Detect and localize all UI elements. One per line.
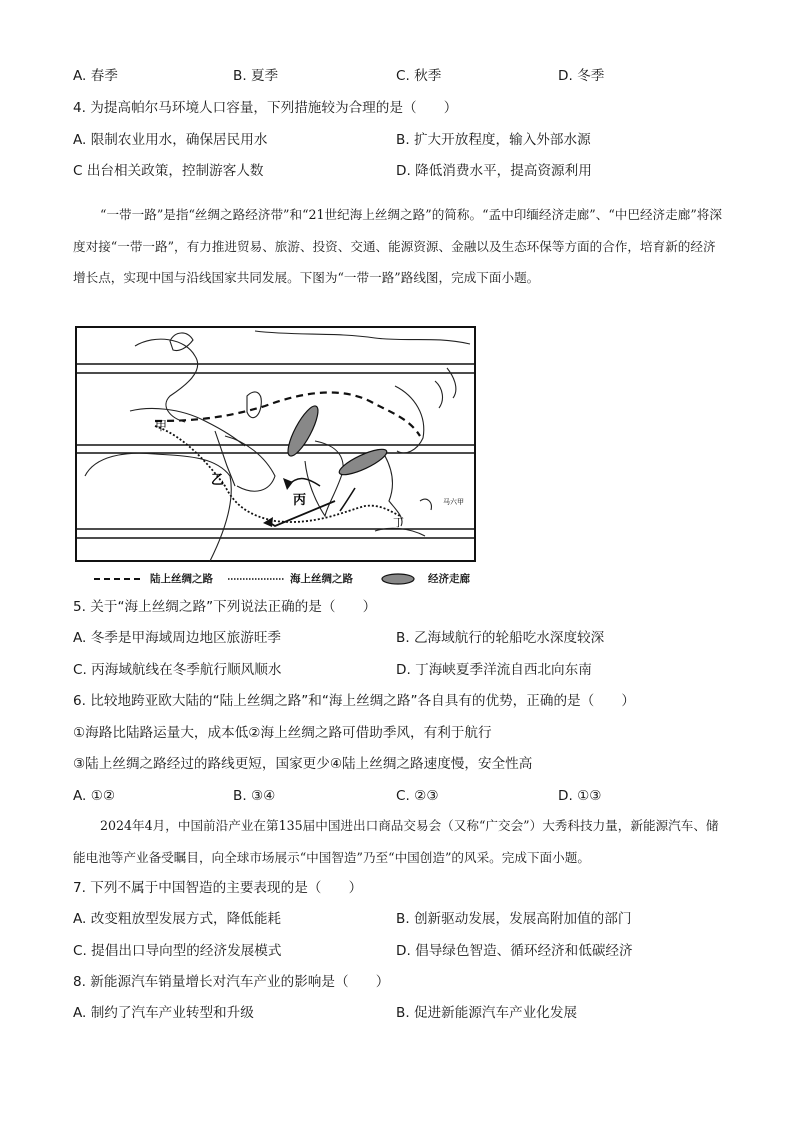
- q6-option-a: A. ①②: [73, 788, 116, 804]
- q7-stem: 7. 下列不属于中国智造的主要表现的是（ ）: [73, 880, 363, 896]
- q5-option-d: D. 丁海峡夏季洋流自西北向东南: [396, 662, 592, 678]
- q8-option-a: A. 制约了汽车产业转型和升级: [73, 1005, 254, 1021]
- q6-option-b: B. ③④: [233, 788, 276, 804]
- q8-stem: 8. 新能源汽车销量增长对汽车产业的影响是（ ）: [73, 974, 390, 990]
- q6-statement-line-2: ③陆上丝绸之路经过的路线更短，国家更少④陆上丝绸之路速度慢，安全性高: [73, 756, 533, 772]
- label-malacca: 马六甲: [443, 498, 464, 506]
- label-ding: 丁: [393, 516, 404, 529]
- belt-and-road-map: [75, 326, 476, 562]
- q6-option-c: C. ②③: [396, 788, 439, 804]
- q4-option-b: B. 扩大开放程度，输入外部水源: [396, 132, 591, 148]
- q5-option-c: C. 丙海域航线在冬季航行顺风顺水: [73, 662, 282, 678]
- label-yi: 乙: [211, 473, 225, 488]
- q5-option-b: B. 乙海域航行的轮船吃水深度较深: [396, 630, 605, 646]
- q5-stem: 5. 关于“海上丝绸之路”下列说法正确的是（ ）: [73, 599, 377, 615]
- q7-option-b: B. 创新驱动发展，发展高附加值的部门: [396, 911, 632, 927]
- q3-option-d: D. 冬季: [558, 68, 605, 84]
- legend-land-route: 陆上丝绸之路: [150, 573, 213, 585]
- q6-statement-line-1: ①海路比陆路运量大，成本低②海上丝绸之路可借助季风，有利于航行: [73, 725, 492, 741]
- q4-option-c: C 出台相关政策，控制游客人数: [73, 163, 264, 179]
- corridor-legend-swatch: [380, 570, 416, 588]
- legend-sea-route: 海上丝绸之路: [290, 573, 353, 585]
- label-jia: 甲: [155, 419, 168, 433]
- passage-canton-fair: [73, 810, 723, 873]
- q6-option-d: D. ①③: [558, 788, 602, 804]
- label-bing: 丙: [293, 493, 307, 508]
- sea-route-legend-swatch: [226, 570, 286, 588]
- q3-option-b: B. 夏季: [233, 68, 279, 84]
- passage-belt-and-road: [73, 199, 723, 294]
- q7-option-d: D. 倡导绿色智造、循环经济和低碳经济: [396, 943, 633, 959]
- legend-corridor: 经济走廊: [428, 573, 470, 585]
- q4-stem: 4. 为提高帕尔马环境人口容量，下列措施较为合理的是（ ）: [73, 100, 458, 116]
- q4-option-d: D. 降低消费水平，提高资源利用: [396, 163, 592, 179]
- q6-stem: 6. 比较地跨亚欧大陆的“陆上丝绸之路”和“海上丝绸之路”各自具有的优势，正确的是（ ）: [73, 693, 636, 709]
- q7-option-a: A. 改变粗放型发展方式，降低能耗: [73, 911, 282, 927]
- passage-belt-and-road-text: “一带一路”是指“丝绸之路经济带”和“21世纪海上丝绸之路”的简称。“孟中印缅经济走廊”、“中巴经济走廊”将深度对接“一带一路”，有力推进贸易、旅游、投资、交通、能源资源、金融以及生态环保等方面的合作，培育新的经济增长点，实现中国与沿线国家共同发展。下图为“一带一路”路线图，完成下面小题。: [73, 207, 722, 285]
- q7-option-c: C. 提倡出口导向型的经济发展模式: [73, 943, 282, 959]
- q4-option-a: A. 限制农业用水，确保居民用水: [73, 132, 268, 148]
- map-legend: [92, 570, 482, 588]
- passage-canton-fair-text: 2024年4月，中国前沿产业在第135届中国进出口商品交易会（又称“广交会”）大秀科技力量，新能源汽车、储能电池等产业备受瞩目，向全球市场展示“中国智造”乃至“中国创造”的风采。完成下面小题。: [73, 818, 719, 865]
- q8-option-b: B. 促进新能源汽车产业化发展: [396, 1005, 578, 1021]
- land-route-legend-swatch: [92, 570, 144, 588]
- q5-option-a: A. 冬季是甲海域周边地区旅游旺季: [73, 630, 282, 646]
- q3-option-c: C. 秋季: [396, 68, 442, 84]
- q3-option-a: A. 春季: [73, 68, 118, 84]
